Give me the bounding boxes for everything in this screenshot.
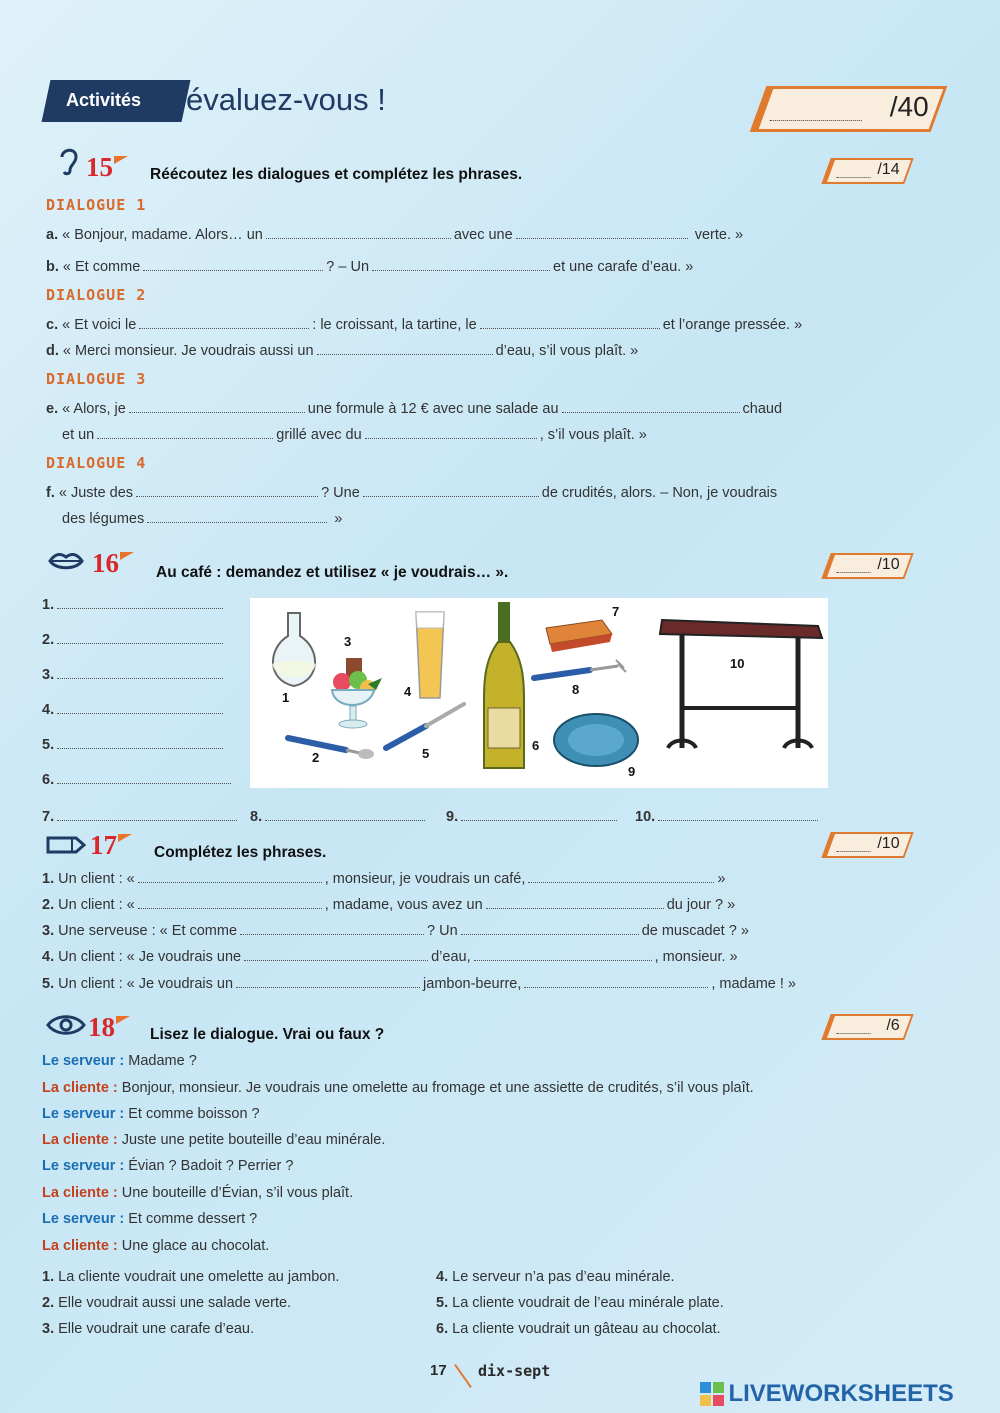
dialogue-line: La cliente : Bonjour, monsieur. Je voudrais une omelette au fromage et une assiette de crudités, s’il vous plaît. [42,1080,754,1096]
ex15-line-d: d. « Merci monsieur. Je voudrais aussi un d’eau, s’il vous plaît. » [46,343,639,359]
ex18-title: Lisez le dialogue. Vrai ou faux ? [150,1026,385,1043]
ex18-number-wrap [88,1012,130,1043]
pic-label: 4 [404,684,412,699]
answer-field[interactable] [486,896,664,909]
answer-field[interactable] [138,896,322,909]
answer-field[interactable] [240,922,424,935]
ex15-line-f: f. « Juste des ? Une de crudités, alors. – Non, je voudrais [46,485,778,501]
answer-field[interactable] [57,808,237,821]
answer-field[interactable] [461,922,639,935]
ex16-score: /10 [821,553,913,579]
answer-field[interactable] [57,771,231,784]
dialogue-line: Le serveur : Et comme boisson ? [42,1106,260,1122]
ex15-line-c: c. « Et voici le : le croissant, la tartine, le et l’orange pressée. » [46,317,803,333]
page-title: évaluez-vous ! [186,82,386,117]
answer-field[interactable] [57,666,223,679]
ex17-title: Complétez les phrases. [154,844,327,861]
dialogue-3-heading: DIALOGUE 3 [46,370,147,388]
flag-icon [114,156,128,164]
total-score-box: /40 [750,86,948,132]
answer-field[interactable] [461,808,617,821]
answer-field[interactable] [265,808,425,821]
true-false-statement[interactable]: 1. La cliente voudrait une omelette au jambon. [42,1269,340,1285]
answer-field[interactable] [365,426,537,439]
ex16-item: 7. [42,808,240,825]
pencil-icon [46,834,86,856]
true-false-statement[interactable]: 4. Le serveur n’a pas d’eau minérale. [436,1269,675,1285]
pic-label: 10 [730,656,745,671]
liveworksheets-logo [700,1380,954,1408]
dialogue-line: Le serveur : Madame ? [42,1053,197,1069]
pic-label: 6 [532,738,540,753]
answer-field[interactable] [524,975,708,988]
answer-field[interactable] [97,426,273,439]
flag-icon [120,552,134,560]
ex16-number-wrap [92,548,134,579]
answer-field[interactable] [516,226,688,239]
answer-field[interactable] [528,870,714,883]
activites-label: Activités [66,90,142,110]
answer-field[interactable] [562,400,740,413]
answer-field[interactable] [129,400,305,413]
ex17-line-3: 3. Une serveuse : « Et comme ? Un de muscadet ? » [42,923,749,939]
ex17-number-wrap [90,830,132,861]
dialogue-2-heading: DIALOGUE 2 [46,286,147,304]
ex17-line-5: 5. Un client : « Je voudrais un jambon-beurre, , madame ! » [42,976,796,992]
ex16-item: 10. [635,808,821,825]
cafe-items-illustration [250,598,828,788]
pic-label: 1 [282,690,290,705]
answer-field[interactable] [480,316,660,329]
ex16-item: 4. [42,701,226,718]
logo-mark-icon [700,1382,724,1406]
dialogue-line: La cliente : Une bouteille d’Évian, s’il vous plaît. [42,1185,354,1201]
ex17-number: 17 [90,830,117,860]
lips-icon [48,550,84,572]
pic-label: 2 [312,750,320,765]
dialogue-1-heading: DIALOGUE 1 [46,196,147,214]
ex16-item: 5. [42,736,226,753]
ex16-item: 6. [42,771,234,788]
beer-glass-icon [416,612,444,698]
page-word: dix-sept [478,1362,551,1380]
pic-label: 7 [612,604,620,619]
answer-field[interactable] [57,631,223,644]
answer-field[interactable] [138,870,322,883]
ex17-line-4: 4. Un client : « Je voudrais une d’eau, , monsieur. » [42,949,738,965]
ex17-score: /10 [821,832,913,858]
answer-field[interactable] [139,316,309,329]
ex15-number: 15 [86,152,113,182]
ex15-number-wrap [86,152,128,183]
ex15-line-a: a. « Bonjour, madame. Alors… un avec une verte. » [46,227,744,243]
dialogue-line: La cliente : Une glace au chocolat. [42,1238,270,1254]
flag-icon [118,834,132,842]
flag-icon [116,1016,130,1024]
answer-field[interactable] [244,948,428,961]
ex16-item: 2. [42,631,226,648]
answer-field[interactable] [317,342,493,355]
pic-label: 8 [572,682,580,697]
answer-field[interactable] [136,484,318,497]
answer-field[interactable] [57,596,223,609]
true-false-statement[interactable]: 3. Elle voudrait une carafe d’eau. [42,1321,255,1337]
dialogue-line: La cliente : Juste une petite bouteille d’eau minérale. [42,1132,386,1148]
answer-field[interactable] [236,975,420,988]
answer-field[interactable] [474,948,652,961]
pic-label: 9 [628,764,636,779]
pic-label: 3 [344,634,352,649]
answer-field[interactable] [266,226,451,239]
ex15-title: Réécoutez les dialogues et complétez les phrases. [150,166,523,183]
ex16-item: 3. [42,666,226,683]
ex16-item: 9. [446,808,620,825]
answer-field[interactable] [143,258,323,271]
answer-field[interactable] [658,808,818,821]
true-false-statement[interactable]: 6. La cliente voudrait un gâteau au chocolat. [436,1321,721,1337]
eye-icon [46,1014,86,1036]
plate-icon [554,714,638,766]
ex15-line-e2: et un grillé avec du , s’il vous plaît. » [62,427,647,443]
ex16-title: Au café : demandez et utilisez « je voudrais… ». [156,564,509,581]
dialogue-line: Le serveur : Évian ? Badoit ? Perrier ? [42,1158,294,1174]
dialogue-line: Le serveur : Et comme dessert ? [42,1211,258,1227]
pic-label: 5 [422,746,430,761]
ex16-number: 16 [92,548,119,578]
answer-field[interactable] [57,701,223,714]
ear-icon [58,145,80,177]
answer-field[interactable] [363,484,539,497]
ex18-number: 18 [88,1012,115,1042]
true-false-statement[interactable]: 5. La cliente voudrait de l’eau minérale plate. [436,1295,724,1311]
ex15-line-f2: des légumes » [62,511,343,527]
answer-field[interactable] [372,258,550,271]
page-divider [454,1364,472,1388]
true-false-statement[interactable]: 2. Elle voudrait aussi une salade verte. [42,1295,292,1311]
ex16-item: 8. [250,808,428,825]
answer-field[interactable] [147,510,327,523]
ex17-line-2: 2. Un client : « , madame, vous avez un du jour ? » [42,897,736,913]
ex17-line-1: 1. Un client : « , monsieur, je voudrais un café, » [42,871,726,887]
dialogue-4-heading: DIALOGUE 4 [46,454,147,472]
ex15-score: /14 [821,158,913,184]
ex18-score: /6 [821,1014,913,1040]
ex15-line-e: e. « Alors, je une formule à 12 € avec une salade au chaud [46,401,783,417]
ex15-line-b: b. « Et comme ? – Un et une carafe d’eau. » [46,259,694,275]
answer-field[interactable] [57,736,223,749]
ex16-item: 1. [42,596,226,613]
page-number: 17 [430,1362,447,1379]
brand-name: LIVEWORKSHEETS [728,1380,954,1407]
